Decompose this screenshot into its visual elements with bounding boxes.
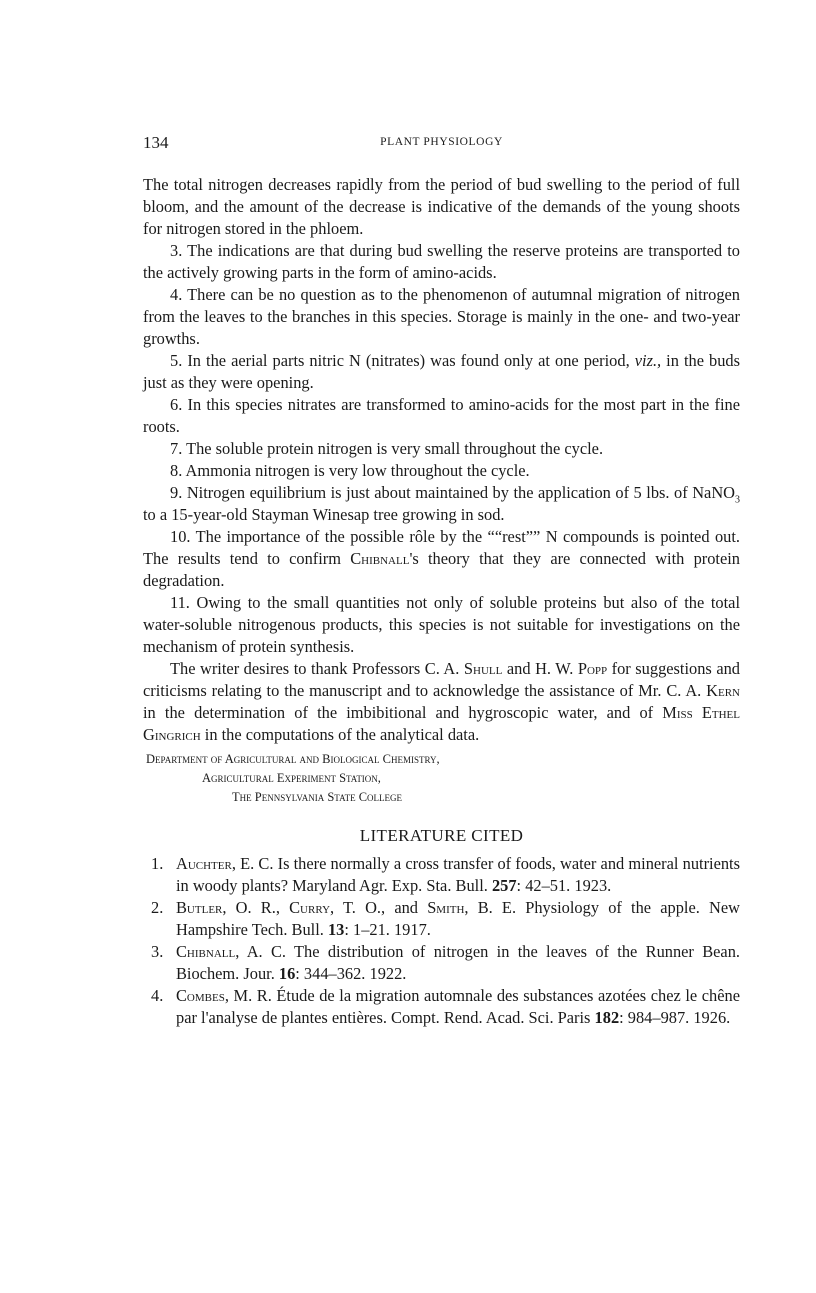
reference-text xyxy=(176,985,740,1029)
p5-text-b: in the buds just as they were opening. xyxy=(143,351,741,392)
affiliation xyxy=(143,750,740,807)
literature-heading: LITERATURE CITED xyxy=(359,826,524,845)
ack-text-e: in the computations of the analytical data. xyxy=(200,725,480,744)
ref-author-2-rest: , T. O., and xyxy=(330,898,428,917)
ref-tail: : 984–987. 1926. xyxy=(619,1008,731,1027)
ref-author-rest: , A. C. xyxy=(235,942,286,961)
reference-1 xyxy=(143,853,740,897)
affiliation-line-2: Agricultural Experiment Station, xyxy=(202,771,381,785)
ack-text-d: in the determination of the imbibitional and hygroscopic water, and of xyxy=(143,703,663,722)
ref-author-rest: , E. C. xyxy=(231,854,274,873)
ack-text-c: for suggestions and criticisms relating to the manuscript and to acknowledge the assistance of Mr. C. A. xyxy=(143,659,740,700)
paragraph-5 xyxy=(143,350,740,394)
p9-text-a: 9. Nitrogen equilibrium is just about maintained by the application of 5 lbs. of NaNO xyxy=(170,483,735,502)
ack-popp: Popp xyxy=(577,659,608,678)
running-title: PLANT PHYSIOLOGY xyxy=(380,136,503,148)
p9-subscript: 3 xyxy=(735,494,740,506)
ack-shull: Shull xyxy=(463,659,503,678)
reference-text xyxy=(176,941,740,985)
reference-number: 4. xyxy=(151,986,164,1005)
ref-volume: 182 xyxy=(594,1008,620,1027)
reference-3 xyxy=(143,941,740,985)
ref-tail: : 1–21. 1917. xyxy=(344,920,431,939)
ack-text-a: The writer desires to thank Professors C. A. xyxy=(170,659,464,678)
ref-author: Butler xyxy=(176,898,223,917)
ref-tail: : 344–362. 1922. xyxy=(295,964,407,983)
p5-viz: viz., xyxy=(634,351,662,370)
paragraph-7: 7. The soluble protein nitrogen is very small throughout the cycle. xyxy=(170,439,604,458)
p10-text-a: 10. The importance of the possible rôle by the ““rest”” N compounds is pointed out. The results tend to confirm xyxy=(143,527,740,568)
ref-author-rest: , O. R., xyxy=(222,898,290,917)
p10-text-b: 's theory that they are connected with protein degradation. xyxy=(143,549,740,590)
ack-text-b: and H. W. xyxy=(502,659,578,678)
ref-author-3: Smith xyxy=(427,898,465,917)
ref-author-rest: , M. R. xyxy=(224,986,272,1005)
paragraph-3: 3. The indications are that during bud swelling the reserve proteins are transported to the actively growing parts in the form of amino-acids. xyxy=(143,241,740,282)
acknowledgement xyxy=(143,658,740,746)
ref-body: Is there normally a cross transfer of foods, water and mineral nutrients in woody plants? Maryland Agr. Exp. Sta. Bull. xyxy=(176,854,740,895)
page-header xyxy=(143,133,740,155)
ack-gingrich: Miss Ethel Gingrich xyxy=(143,703,740,744)
paragraph-4: 4. There can be no question as to the phenomenon of autumnal migration of nitrogen from the leaves to the branches in this species. Storage is mainly in the one- and two-year growths. xyxy=(143,285,740,348)
reference-number: 3. xyxy=(151,942,164,961)
reference-4 xyxy=(143,985,740,1029)
paragraph-9 xyxy=(143,482,740,526)
reference-list xyxy=(143,853,740,1029)
paragraph-10 xyxy=(143,526,740,592)
ref-body: Physiology of the apple. New Hampshire Tech. Bull. xyxy=(176,898,741,939)
reference-number: 1. xyxy=(151,854,164,873)
ack-kern: Kern xyxy=(706,681,740,700)
reference-2 xyxy=(143,897,740,941)
paragraph-6: 6. In this species nitrates are transformed to amino-acids for the most part in the fine roots. xyxy=(143,395,740,436)
ref-author: Auchter xyxy=(176,854,232,873)
reference-text xyxy=(176,897,740,941)
ref-author: Chibnall xyxy=(176,942,236,961)
affiliation-line-3: The Pennsylvania State College xyxy=(232,790,403,804)
page-number: 134 xyxy=(143,133,169,152)
ref-volume: 13 xyxy=(327,920,345,939)
ref-author-2: Curry xyxy=(289,898,331,917)
ref-body: Étude de la migration automnale des substances azotées chez le chêne par l'analyse de plantes entières. Compt. Rend. Acad. Sci. Paris xyxy=(176,986,740,1027)
p10-author: Chibnall xyxy=(350,549,410,568)
reference-number: 2. xyxy=(151,898,164,917)
ref-author: Combes xyxy=(176,986,225,1005)
affiliation-line-1: Department of Agricultural and Biological Chemistry, xyxy=(146,752,440,766)
p5-text-a: 5. In the aerial parts nitric N (nitrates) was found only at one period, xyxy=(170,351,630,370)
ref-author-3-rest: , B. E. xyxy=(464,898,517,917)
ref-volume: 257 xyxy=(491,876,517,895)
paragraph-11: 11. Owing to the small quantities not only of soluble proteins but also of the total water-soluble nitrogenous products, this species is not suitable for investigations on the mechanism of protein synthesis. xyxy=(143,593,740,656)
reference-text xyxy=(176,853,740,897)
ref-volume: 16 xyxy=(278,964,296,983)
paragraph-8: 8. Ammonia nitrogen is very low throughout the cycle. xyxy=(170,461,530,480)
ref-tail: : 42–51. 1923. xyxy=(516,876,612,895)
body-text xyxy=(143,174,740,1029)
p9-text-b: to a 15-year-old Stayman Winesap tree growing in sod. xyxy=(143,505,505,524)
paragraph-1: The total nitrogen decreases rapidly from the period of bud swelling to the period of full bloom, and the amount of the decrease is indicative of the demands of the young shoots for nitrogen stored in the phloem. xyxy=(143,175,740,238)
ref-body: The distribution of nitrogen in the leaves of the Runner Bean. Biochem. Jour. xyxy=(176,942,740,983)
